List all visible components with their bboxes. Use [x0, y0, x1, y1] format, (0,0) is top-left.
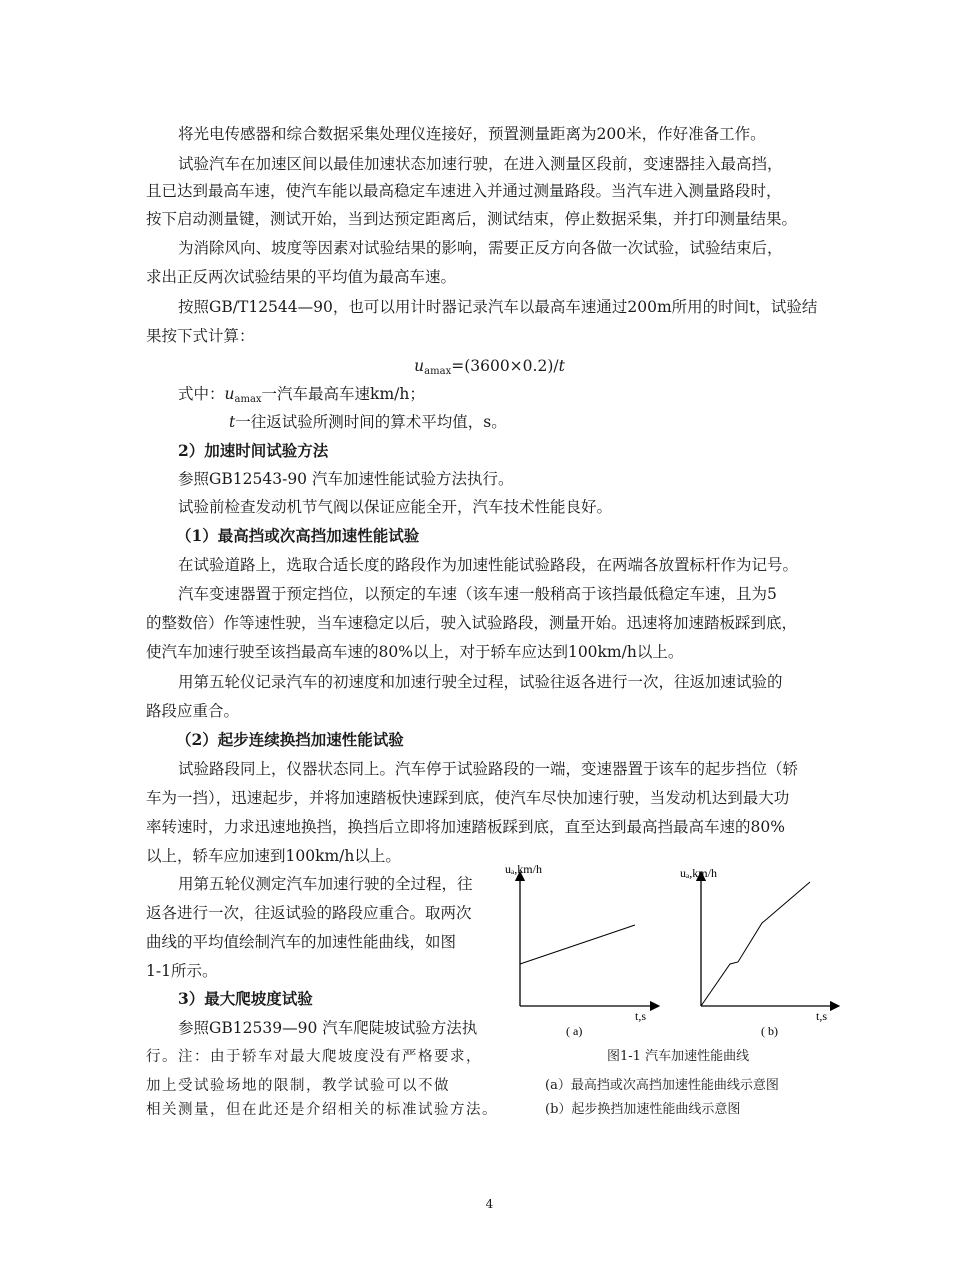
- y-axis-label-a: uₐ,km/h: [505, 862, 542, 876]
- paragraph-line: 参照GB12539—90 汽车爬陡坡试验方法执: [178, 1019, 478, 1037]
- legend-symbol: t: [229, 413, 236, 431]
- paragraph-line: 曲线的平均值绘制汽车的加速性能曲线，如图: [146, 933, 457, 951]
- paragraph-line: 试验路段同上，仪器状态同上。汽车停于试验路段的一端，变速器置于该车的起步挡位（轿: [178, 760, 799, 778]
- legend-prefix: 式中：: [178, 385, 225, 403]
- y-axis-label-b: uₐ,km/h: [680, 866, 717, 880]
- paragraph-line: 求出正反两次试验结果的平均值为最高车速。: [146, 268, 457, 286]
- panel-label-a: ( a): [566, 1024, 583, 1038]
- paragraph-line: 汽车变速器置于预定挡位，以预定的车速（该车速一般稍高于该挡最低稳定车速，且为5: [178, 585, 777, 603]
- panel-label-b: ( b): [761, 1024, 778, 1038]
- x-axis-label-b: t,s: [816, 1009, 828, 1023]
- x-axis-label-a: t,s: [635, 1009, 647, 1023]
- legend-text: 一汽车最高车速km/h；: [261, 385, 425, 403]
- formula-legend: [178, 384, 425, 410]
- formula-subscript: amax: [424, 366, 452, 377]
- paragraph-line: 加上受试验场地的限制，教学试验可以不做: [146, 1078, 450, 1094]
- paragraph-line: 用第五轮仪记录汽车的初速度和加速行驶全过程，试验往返各进行一次，往返加速试验的: [178, 673, 783, 691]
- formula-expression: =(3600×0.2)/: [451, 357, 559, 375]
- paragraph-line: 按下启动测量键，测试开始，当到达预定距离后，测试结束，停止数据采集，并打印测量结果。: [146, 210, 798, 228]
- paragraph-line: 1-1所示。: [146, 962, 218, 980]
- section-heading: 3）最大爬坡度试验: [178, 989, 313, 1008]
- figure-caption: 图1-1 汽车加速性能曲线: [607, 1049, 750, 1064]
- section-heading: 2）加速时间试验方法: [178, 441, 329, 460]
- paragraph-line: 的整数倍）作等速性驶，当车速稳定以后，驶入试验路段，测量开始。迅速将加速踏板踩到底，: [146, 614, 798, 632]
- paragraph-line: 参照GB12543-90 汽车加速性能试验方法执行。: [178, 470, 514, 488]
- paragraph-line: 路段应重合。: [146, 702, 240, 720]
- curve-a: [520, 925, 635, 964]
- paragraph-line: 且已达到最高车速，使汽车能以最高稳定车速进入并通过测量路段。当汽车进入测量路段时，: [146, 182, 782, 200]
- paragraph-line: 试验汽车在加速区间以最佳加速状态加速行驶，在进入测量区段前，变速器挂入最高挡，: [178, 155, 783, 173]
- paragraph-line: 按照GB/T12544—90，也可以用计时器记录汽车以最高车速通过200m所用的时间t，试验结: [178, 298, 818, 316]
- acceleration-figure: [500, 858, 840, 1048]
- paragraph-line: 返各进行一次，往返试验的路段应重合。取两次: [146, 904, 472, 922]
- paragraph-line: 将光电传感器和综合数据采集处理仪连接好，预置测量距离为200米，作好准备工作。: [178, 125, 766, 143]
- paragraph-line: 以上，轿车应加速到100km/h以上。: [146, 847, 401, 865]
- paragraph-line: 果按下式计算：: [146, 327, 255, 345]
- paragraph-line: 在试验道路上，选取合适长度的路段作为加速性能试验路段，在两端各放置标杆作为记号。: [178, 556, 799, 574]
- paragraph-line: 相关测量，但在此还是介绍相关的标准试验方法。: [146, 1102, 498, 1118]
- curve-b: [701, 882, 810, 1006]
- paragraph-line: 率转速时，力求迅速地换挡，换挡后立即将加速踏板踩到底，直至达到最高挡最高车速的80%: [146, 818, 785, 836]
- figure-description: (b）起步换挡加速性能曲线示意图: [545, 1102, 741, 1117]
- legend-text: 一往返试验所测时间的算术平均值，s。: [235, 413, 507, 431]
- formula-legend: [229, 412, 507, 432]
- legend-symbol: u: [224, 385, 235, 403]
- subsection-heading: （2）起步连续换挡加速性能试验: [176, 730, 404, 749]
- legend-subscript: amax: [234, 394, 262, 405]
- paragraph-line: 使汽车加速行驶至该挡最高车速的80%以上，对于轿车应达到100km/h以上。: [146, 643, 684, 661]
- paragraph-line: 试验前检查发动机节气阀以保证应能全开，汽车技术性能良好。: [178, 498, 613, 516]
- formula-symbol: u: [414, 357, 425, 375]
- paragraph-line: 用第五轮仪测定汽车加速行驶的全过程，往: [178, 875, 473, 893]
- figure-description: (a）最高挡或次高挡加速性能曲线示意图: [545, 1078, 779, 1093]
- paragraph-line: 为消除风向、坡度等因素对试验结果的影响，需要正反方向各做一次试验，试验结束后，: [178, 239, 783, 257]
- paragraph-line: 行。注：由于轿车对最大爬坡度没有严格要求，: [146, 1049, 482, 1065]
- subsection-heading: （1）最高挡或次高挡加速性能试验: [176, 526, 420, 545]
- paragraph-line: 车为一挡），迅速起步，并将加速踏板快速踩到底，使汽车尽快加速行驶，当发动机达到最大功: [146, 789, 790, 807]
- page-number: 4: [485, 1197, 494, 1211]
- formula-time: t: [558, 357, 565, 375]
- formula: [0, 356, 979, 382]
